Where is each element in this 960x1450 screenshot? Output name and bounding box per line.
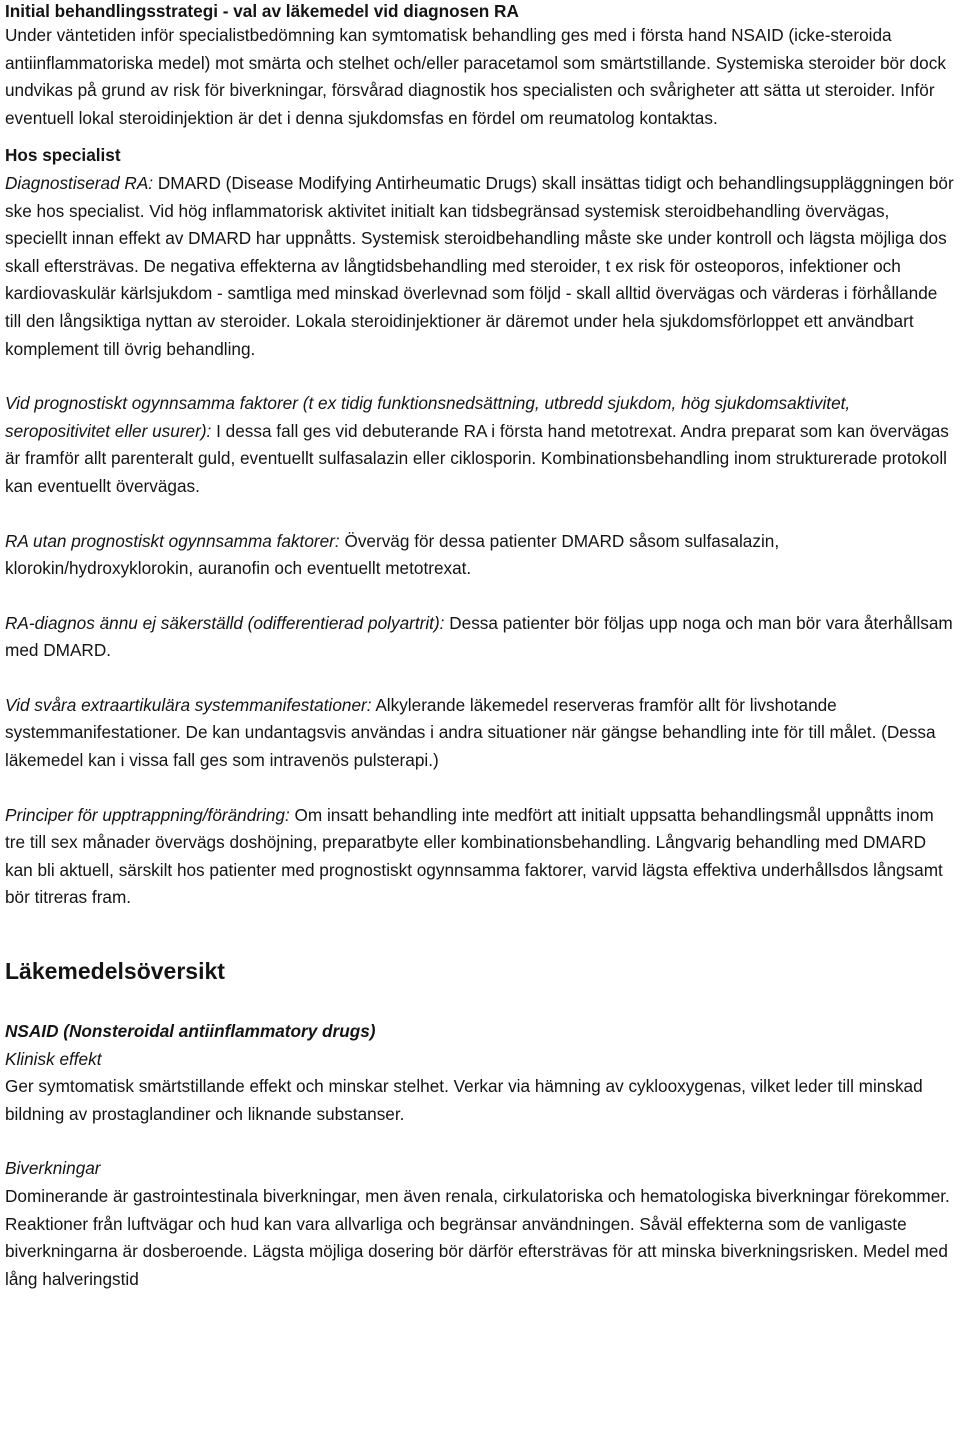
paragraph-undiagnosed: [5, 610, 956, 665]
paragraph-poor-prognosis: [5, 390, 956, 500]
paragraph-clinical-effect: Ger symtomatisk smärtstillande effekt och minskar stelhet. Verkar via hämning av cyklooxygenas, vilket leder till minskad bildning av prostaglandiner och liknande substanser.: [5, 1076, 923, 1124]
text-principles: Om insatt behandling inte medfört att initialt uppsatta behandlingsmål uppnåtts inom tre till sex månader övervägs doshöjning, preparatbyte eller kombinationsbehandling. Långvarig behandling med DMARD kan bli aktuell, särskilt hos patienter med prognostiskt ogynnsamma faktorer, varvid lägsta effektiva underhållsdos långsamt bör titreras fram.: [5, 804, 943, 908]
paragraph-severe-manifestations: [5, 692, 956, 775]
label-diagnosed-ra: Diagnostiserad RA:: [5, 172, 154, 193]
paragraph-no-poor-prognosis: [5, 528, 956, 583]
paragraph-side-effects: Dominerande är gastrointestinala biverkningar, men även renala, cirkulatoriska och hematologiska biverkningar förekommer. Reaktioner från luftvägar och hud kan vara allvarliga och begränsar användningen. Såväl effekterna som de vanligaste biverkningarna är dosberoende. Lägsta möjliga dosering bör därför eftersträvas för att minska biverkningsrisken. Medel med lång halveringstid: [5, 1186, 950, 1289]
text-no-poor-prognosis: Överväg för dessa patienter DMARD såsom sulfasalazin, klorokin/hydroxyklorokin, auranofin och eventuellt metotrexat.: [5, 530, 780, 579]
label-clinical-effect: [5, 1046, 956, 1074]
text-severe-manifestations: Alkylerande läkemedel reserveras framför allt för livshotande systemmanifestationer. De kan undantagsvis användas i andra situationer när gängse behandling inte för till målet. (Dessa läkemedel kan i vissa fall ges som intravenös pulsterapi.): [5, 694, 936, 771]
text-poor-prognosis: I dessa fall ges vid debuterande RA i första hand metotrexat. Andra preparat som kan övervägas är framför allt parenteralt guld, eventuellt sulfasalazin eller ciklosporin. Kombinationsbehandling inom strukturerade protokoll kan eventuellt övervägas.: [5, 420, 949, 496]
section-heading-initial-strategy: Initial behandlingsstrategi - val av läkemedel vid diagnosen RA: [5, 1, 519, 21]
paragraph-principles: [5, 802, 956, 912]
label-severe-manifestations: Vid svåra extraartikulära systemmanifestationer:: [5, 694, 372, 715]
label-clinical-effect-text: Klinisk effekt: [5, 1048, 102, 1069]
subheading-nsaid: NSAID (Nonsteroidal antiinflammatory drugs): [5, 1021, 376, 1042]
text-undiagnosed: Dessa patienter bör följas upp noga och man bör vara återhållsam med DMARD.: [5, 612, 953, 661]
paragraph-diagnosed-ra: [5, 170, 956, 363]
label-side-effects: [5, 1155, 956, 1183]
section-heading-drug-overview: Läkemedelsöversikt: [5, 958, 225, 985]
label-poor-prognosis: Vid prognostiskt ogynnsamma faktorer (t ex tidig funktionsnedsättning, utbredd sjukdom, hög sjukdomsaktivitet, seropositivitet eller usurer):: [5, 393, 851, 441]
label-no-poor-prognosis: RA utan prognostiskt ogynnsamma faktorer:: [5, 530, 340, 551]
section-heading-specialist: Hos specialist: [5, 145, 121, 166]
text-diagnosed-ra: DMARD (Disease Modifying Antirheumatic Drugs) skall insättas tidigt och behandlingsuppläggningen bör ske hos specialist. Vid hög inflammatorisk aktivitet initialt kan tidsbegränsad systemisk steroidbehandling övervägas, speciellt innan effekt av DMARD har uppnåtts. Systemisk steroidbehandling måste ske under kontroll och lägsta möjliga dos skall eftersträvas. De negativa effekterna av långtidsbehandling med steroider, t ex risk för osteoporos, infektioner och kardiovaskulär kärlsjukdom - samtliga med minskad överlevnad som följd - skall alltid övervägas och värderas i förhållande till den långsiktiga nyttan av steroider. Lokala steroidinjektioner är däremot under hela sjukdomsförloppet ett användbart komplement till övrig behandling.: [5, 172, 954, 359]
label-principles: Principer för upptrappning/förändring:: [5, 804, 290, 825]
label-undiagnosed: RA-diagnos ännu ej säkerställd (odifferentierad polyartrit):: [5, 612, 445, 633]
label-side-effects-text: Biverkningar: [5, 1158, 101, 1179]
paragraph-initial-strategy: Under väntetiden inför specialistbedömning kan symtomatisk behandling ges med i första hand NSAID (icke-steroida antiinflammatoriska medel) mot smärta och stelhet och/eller paracetamol som smärtstillande. Systemiska steroider bör dock undvikas på grund av risk för biverkningar, försvårad diagnostik hos specialisten och svårigheter att sätta ut steroider. Inför eventuell lokal steroidinjektion är det i denna sjukdomsfas en fördel om reumatolog kontaktas.: [5, 25, 946, 128]
